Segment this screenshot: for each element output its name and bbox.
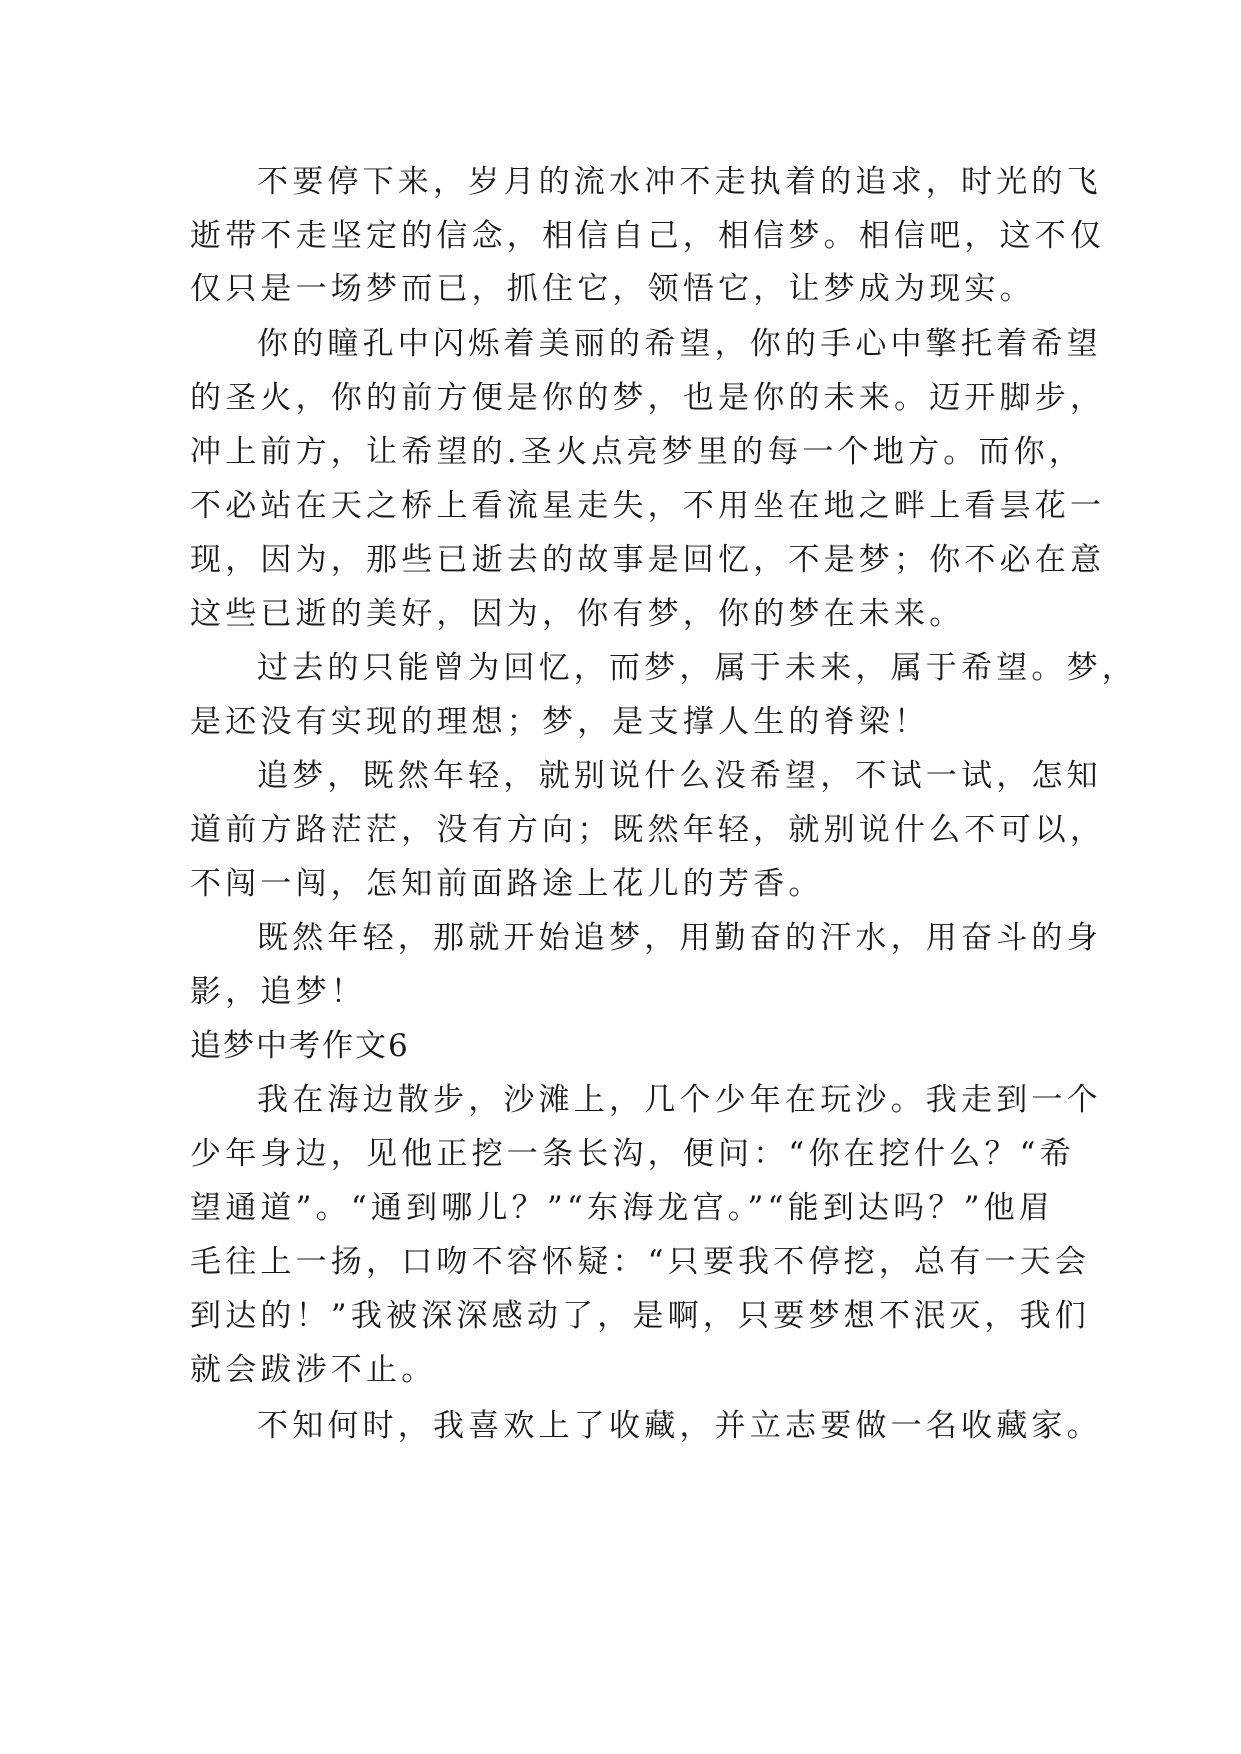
paragraph-line: 到达的！”我被深深感动了，是啊，只要梦想不泯灭，我们 <box>190 1298 1091 1334</box>
section-heading: 追梦中考作文6 <box>190 1028 410 1064</box>
paragraph-line: 仅只是一场梦而已，抓住它，领悟它，让梦成为现实。 <box>190 271 1035 307</box>
paragraph-line: 冲上前方，让希望的.圣火点亮梦里的每一个地方。而你， <box>190 434 1085 470</box>
paragraph-line: 既然年轻，那就开始追梦，用勤奋的汗水，用奋斗的身 <box>257 920 1102 956</box>
paragraph-line: 就会跋涉不止。 <box>190 1352 437 1388</box>
paragraph-line: 不要停下来，岁月的流水冲不走执着的追求，时光的飞 <box>257 164 1102 200</box>
paragraph-line: 望通道”。“通到哪儿？”“东海龙宫。”“能到达吗？”他眉 <box>190 1190 1055 1226</box>
paragraph-line: 你的瞳孔中闪烁着美丽的希望，你的手心中擎托着希望 <box>257 326 1102 362</box>
paragraph-line: 毛往上一扬，口吻不容怀疑：“只要我不停挖，总有一天会 <box>190 1244 1091 1280</box>
paragraph-line: 追梦，既然年轻，就别说什么没希望，不试一试，怎知 <box>257 758 1102 794</box>
paragraph-line: 是还没有实现的理想；梦，是支撑人生的脊梁！ <box>190 704 930 740</box>
paragraph-line: 不闯一闯，怎知前面路途上花儿的芳香。 <box>190 866 824 902</box>
paragraph-line: 影，追梦！ <box>190 974 366 1010</box>
paragraph-line: 我在海边散步，沙滩上，几个少年在玩沙。我走到一个 <box>257 1082 1102 1118</box>
paragraph-line: 不必站在天之桥上看流星走失，不用坐在地之畔上看昙花一 <box>190 488 1106 524</box>
paragraph-line: 道前方路茫茫，没有方向；既然年轻，就别说什么不可以， <box>190 812 1106 848</box>
paragraph-line: 的圣火，你的前方便是你的梦，也是你的未来。迈开脚步， <box>190 380 1106 416</box>
paragraph-line: 逝带不走坚定的信念，相信自己，相信梦。相信吧，这不仅 <box>190 218 1106 254</box>
paragraph-line: 少年身边，见他正挖一条长沟，便问：“你在挖什么？“希 <box>190 1136 1075 1172</box>
paragraph-line: 这些已逝的美好，因为，你有梦，你的梦在未来。 <box>190 596 965 632</box>
paragraph-line: 过去的只能曾为回忆，而梦，属于未来，属于希望。梦， <box>257 650 1137 686</box>
paragraph-line: 不知何时，我喜欢上了收藏，并立志要做一名收藏家。 <box>257 1408 1102 1444</box>
paragraph-line: 现，因为，那些已逝去的故事是回忆，不是梦；你不必在意 <box>190 542 1106 578</box>
